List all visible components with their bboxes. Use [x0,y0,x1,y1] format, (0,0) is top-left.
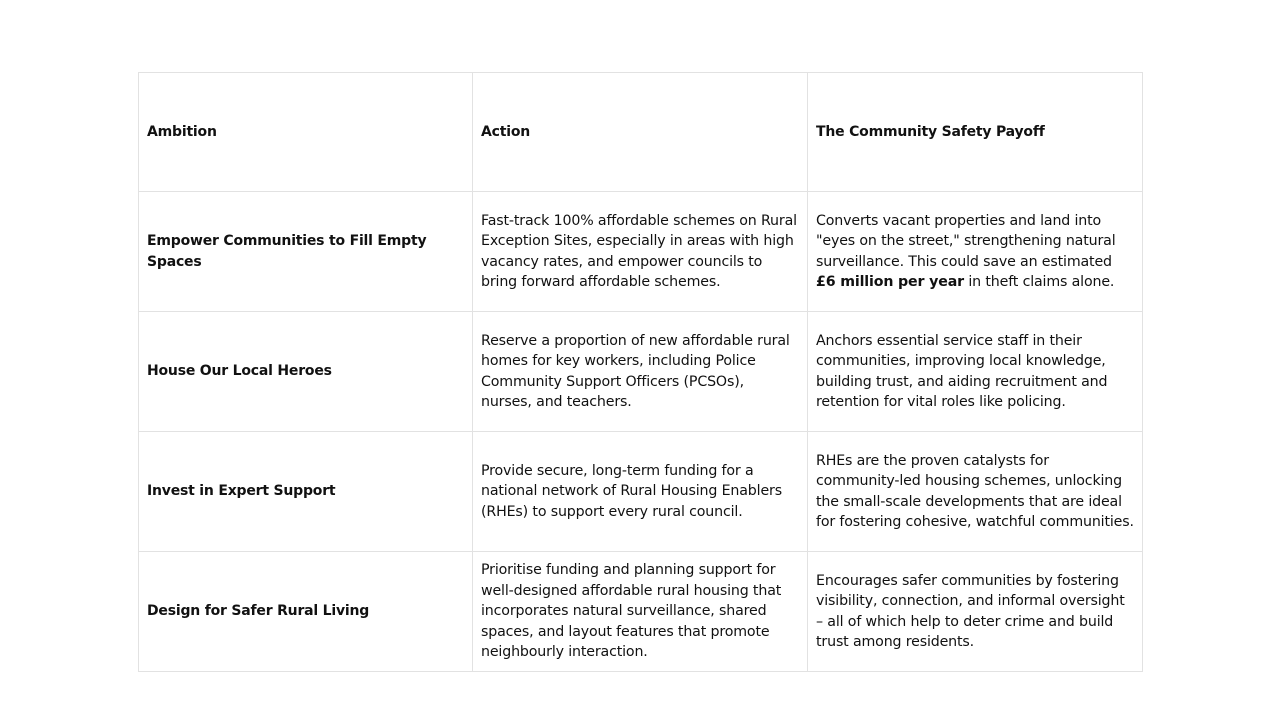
table-row [139,312,1143,432]
table-row [139,552,1143,672]
payoff-cell: RHEs are the proven catalysts for community-led housing schemes, unlocking the small-scale developments that are ideal for fostering cohesive, watchful communities. [808,432,1143,552]
ambition-cell: House Our Local Heroes [139,312,473,432]
payoff-text: Converts vacant properties and land into "eyes on the street," strengthening natural surveillance. This could save an estimated [816,212,1116,270]
table-header-row [139,73,1143,192]
header-payoff: The Community Safety Payoff [808,73,1143,192]
payoff-cell: Anchors essential service staff in their communities, improving local knowledge, building trust, and aiding recruitment and retention for vital roles like policing. [808,312,1143,432]
action-cell: Fast-track 100% affordable schemes on Rural Exception Sites, especially in areas with high vacancy rates, and empower councils to bring forward affordable schemes. [473,192,808,312]
ambitions-table [138,72,1143,672]
ambition-cell: Design for Safer Rural Living [139,552,473,672]
action-cell: Provide secure, long-term funding for a national network of Rural Housing Enablers (RHEs) to support every rural council. [473,432,808,552]
payoff-highlight: £6 million per year [816,274,965,290]
header-ambition: Ambition [139,73,473,192]
table-row [139,192,1143,312]
table-row [139,432,1143,552]
payoff-cell [808,192,1143,312]
ambition-cell: Invest in Expert Support [139,432,473,552]
payoff-text-end: in theft claims alone. [964,274,1115,290]
header-action: Action [473,73,808,192]
action-cell: Prioritise funding and planning support for well-designed affordable rural housing that incorporates natural surveillance, shared spaces, and layout features that promote neighbourly interaction. [473,552,808,672]
payoff-cell: Encourages safer communities by fostering visibility, connection, and informal oversight – all of which help to deter crime and build trust among residents. [808,552,1143,672]
action-cell: Reserve a proportion of new affordable rural homes for key workers, including Police Community Support Officers (PCSOs), nurses, and teachers. [473,312,808,432]
ambition-cell: Empower Communities to Fill Empty Spaces [139,192,473,312]
